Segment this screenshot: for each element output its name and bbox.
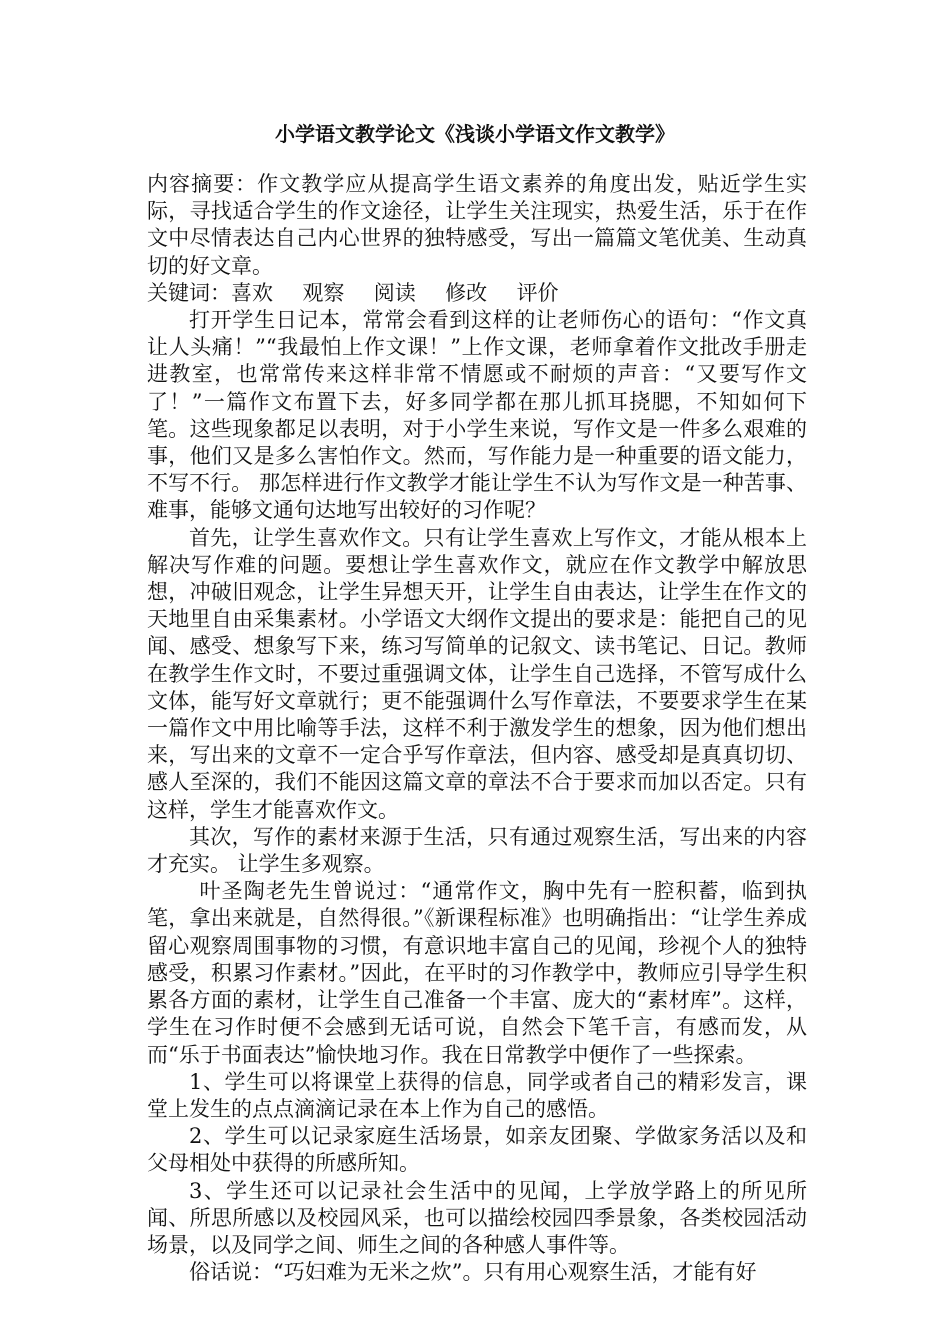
list-item-paragraph: 2、学生可以记录家庭生活场景，如亲友团聚、学做家务活以及和父母相处中获得的所感所知。 bbox=[147, 1124, 807, 1176]
list-item-paragraph: 1、学生可以将课堂上获得的信息，同学或者自己的精彩发言，课堂上发生的点点滴滴记录在本上作为自己的感悟。 bbox=[147, 1069, 807, 1121]
body-paragraph: 首先，让学生喜欢作文。只有让学生喜欢上写作文，才能从根本上解决写作难的问题。要想让学生喜欢作文，就应在作文教学中解放思想，冲破旧观念，让学生异想天开，让学生自由表达，让学生在作文的天地里自由采集素材。小学语文大纲作文提出的要求是：能把自己的见闻、感受、想象写下来，练习写简单的记叙文、读书笔记、日记。教师在教学生作文时，不要过重强调文体，让学生自己选择，不管写成什么文体，能写好文章就行；更不能强调什么写作章法，不要要求学生在某一篇作文中用比喻等手法，这样不利于激发学生的想象，因为他们想出来，写出来的文章不一定合乎写作章法，但内容、感受却是真真切切、感人至深的，我们不能因这篇文章的章法不合于要求而加以否定。只有这样，学生才能喜欢作文。 bbox=[147, 525, 807, 822]
body-paragraph: 俗话说：“巧妇难为无米之炊”。只有用心观察生活，才能有好 bbox=[189, 1260, 757, 1285]
keyword-item: 阅读 bbox=[373, 280, 416, 305]
document-body bbox=[147, 171, 807, 1286]
keyword-item: 观察 bbox=[302, 280, 345, 305]
document-title: 小学语文教学论文《浅谈小学语文作文教学》 bbox=[275, 122, 675, 146]
body-paragraph: 打开学生日记本，常常会看到这样的让老师伤心的语句：“作文真让人头痛！”“我最怕上作文课！”上作文课，老师拿着作文批改手册走进教室，也常常传来这样非常不情愿或不耐烦的声音：“又要写作文了！”一篇作文布置下去，好多同学都在那儿抓耳挠腮，不知如何下笔。这些现象都足以表明，对于小学生来说，写作文是一件多么艰难的事，他们又是多么害怕作文。然而，写作能力是一种重要的语文能力，不写不行。 那怎样进行作文教学才能让学生不认为写作文是一种苦事、难事，能够文通句达地写出较好的习作呢？ bbox=[147, 308, 807, 523]
keywords-label: 关键词： bbox=[147, 280, 231, 305]
body-paragraph: 叶圣陶老先生曾说过：“通常作文，胸中先有一腔积蓄，临到执笔，拿出来就是，自然得很。”《新课程标准》也明确指出：“让学生养成留心观察周围事物的习惯，有意识地丰富自己的见闻，珍视个人的独特感受，积累习作素材。”因此，在平时的习作教学中，教师应引导学生积累各方面的素材，让学生自己准备一个丰富、庞大的“素材库”。这样，学生在习作时便不会感到无话可说，自然会下笔千言，有感而发，从而“乐于书面表达”愉快地习作。我在日常教学中便作了一些探索。 bbox=[147, 879, 807, 1067]
keyword-item: 喜欢 bbox=[231, 280, 273, 305]
body-paragraph: 其次，写作的素材来源于生活，只有通过观察生活，写出来的内容才充实。 让学生多观察。 bbox=[147, 824, 807, 877]
keywords-line bbox=[147, 280, 807, 307]
keyword-item: 评价 bbox=[516, 280, 559, 305]
abstract-paragraph: 内容摘要：作文教学应从提高学生语文素养的角度出发，贴近学生实际，寻找适合学生的作文途径，让学生关注现实，热爱生活，乐于在作文中尽情表达自己内心世界的独特感受，写出一篇篇文笔优美、生动真切的好文章。 bbox=[147, 172, 807, 278]
keyword-item: 修改 bbox=[445, 280, 488, 305]
list-item-paragraph: 3、学生还可以记录社会生活中的见闻，上学放学路上的所见所闻、所思所感以及校园风采，也可以描绘校园四季景象，各类校园活动场景，以及同学之间、师生之间的各种感人事件等。 bbox=[147, 1178, 807, 1257]
